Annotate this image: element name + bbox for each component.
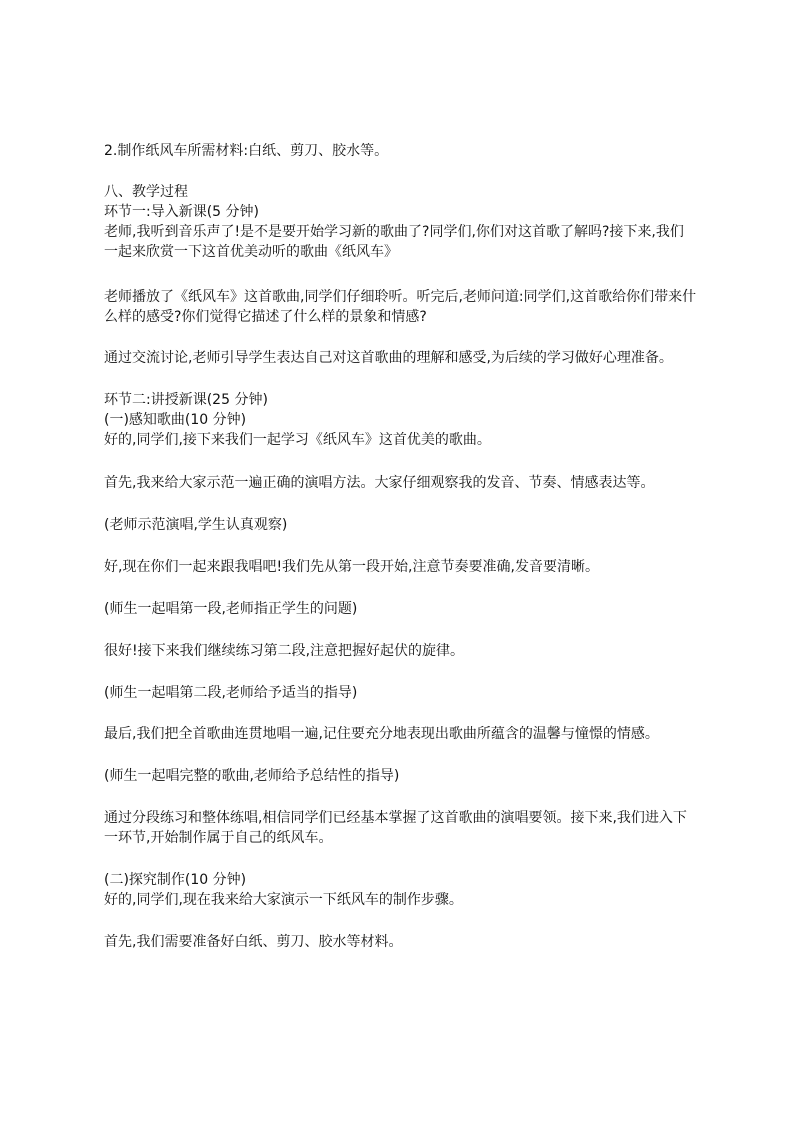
paragraph-demo xyxy=(104,473,696,493)
paragraph-section-two xyxy=(104,390,696,450)
text-line: (师生一起唱完整的歌曲,老师给予总结性的指导) xyxy=(104,768,400,784)
text-line: 通过交流讨论,老师引导学生表达自己对这首歌曲的理解和感受,为后续的学习做好心理准备。 xyxy=(104,350,673,366)
subsection-heading: (二)探究制作(10 分钟) xyxy=(104,872,247,888)
paragraph-note-first xyxy=(104,599,696,619)
text-line: 2.制作纸风车所需材料:白纸、剪刀、胶水等。 xyxy=(104,143,389,159)
paragraph-note-second xyxy=(104,683,696,703)
paragraph-sing-first xyxy=(104,557,696,577)
text-line: (师生一起唱第二段,老师给予适当的指导) xyxy=(104,685,358,701)
text-line: 一环节,开始制作属于自己的纸风车。 xyxy=(104,830,333,846)
text-line: 很好!接下来我们继续练习第二段,注意把握好起伏的旋律。 xyxy=(104,643,465,659)
paragraph-make-windmill xyxy=(104,870,696,910)
paragraph-materials xyxy=(104,141,696,161)
paragraph-discussion xyxy=(104,348,696,368)
paragraph-whole-song xyxy=(104,724,696,744)
paragraph-play-song xyxy=(104,287,696,327)
subsection-heading: 环节一:导入新课(5 分钟) xyxy=(104,204,259,220)
text-line: 老师播放了《纸风车》这首歌曲,同学们仔细聆听。听完后,老师问道:同学们,这首歌给你们带来什 xyxy=(104,289,697,305)
subsection-heading: (一)感知歌曲(10 分钟) xyxy=(104,412,247,428)
text-line: 老师,我听到音乐声了!是不是要开始学习新的歌曲了?同学们,你们对这首歌了解吗?接下来,我们 xyxy=(104,224,684,240)
paragraph-prepare-materials xyxy=(104,932,696,952)
text-line: 首先,我们需要准备好白纸、剪刀、胶水等材料。 xyxy=(104,934,403,950)
paragraph-section-eight xyxy=(104,182,696,262)
text-line: 好的,同学们,现在我来给大家演示一下纸风车的制作步骤。 xyxy=(104,892,463,908)
paragraph-note-whole xyxy=(104,766,696,786)
text-line: 好的,同学们,接下来我们一起学习《纸风车》这首优美的歌曲。 xyxy=(104,432,491,448)
text-line: 通过分段练习和整体练唱,相信同学们已经基本掌握了这首歌曲的演唱要领。接下来,我们进入下 xyxy=(104,810,687,826)
paragraph-sing-second xyxy=(104,641,696,661)
subsection-heading: 环节二:讲授新课(25 分钟) xyxy=(104,392,268,408)
text-line: 么样的感受?你们觉得它描述了什么样的景象和情感? xyxy=(104,309,427,325)
text-line: 一起来欣赏一下这首优美动听的歌曲《纸风车》 xyxy=(104,244,398,260)
text-line: (老师示范演唱,学生认真观察) xyxy=(104,517,288,533)
text-line: 好,现在你们一起来跟我唱吧!我们先从第一段开始,注意节奏要准确,发音要清晰。 xyxy=(104,559,599,575)
paragraph-transition xyxy=(104,808,696,848)
text-line: 最后,我们把全首歌曲连贯地唱一遍,记住要充分地表现出歌曲所蕴含的温馨与憧憬的情感。 xyxy=(104,726,659,742)
paragraph-note-demo xyxy=(104,515,696,535)
section-heading: 八、教学过程 xyxy=(104,184,188,200)
text-line: 首先,我来给大家示范一遍正确的演唱方法。大家仔细观察我的发音、节奏、情感表达等。 xyxy=(104,475,655,491)
text-line: (师生一起唱第一段,老师指正学生的问题) xyxy=(104,601,358,617)
